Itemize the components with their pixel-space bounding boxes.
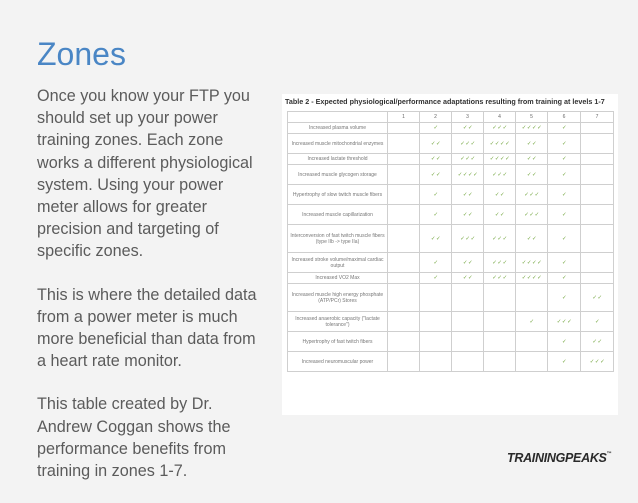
check-cell: ✓ [548, 205, 581, 225]
row-label: Increased neuromuscular power [288, 352, 388, 372]
check-cell: ✓ [548, 225, 581, 253]
check-cell: ✓ [516, 312, 548, 332]
column-header: 6 [548, 112, 581, 123]
check-cell [484, 312, 516, 332]
check-cell: ✓ ✓ ✓ ✓ [516, 123, 548, 134]
table-row [288, 273, 614, 284]
adaptations-table [287, 111, 614, 372]
table-title: Table 2 - Expected physiological/performance adaptations resulting from training at levels 1-7 [285, 97, 605, 106]
check-cell: ✓ ✓ ✓ [516, 205, 548, 225]
check-cell: ✓ [548, 165, 581, 185]
check-cell [388, 165, 420, 185]
logo-text: TRAININGPEAKS [507, 451, 607, 465]
check-cell [388, 332, 420, 352]
check-cell: ✓ ✓ ✓ ✓ [516, 253, 548, 273]
check-cell: ✓ ✓ [516, 154, 548, 165]
check-cell: ✓ ✓ [452, 253, 484, 273]
check-cell: ✓ ✓ [581, 284, 614, 312]
check-cell [388, 123, 420, 134]
check-cell [388, 134, 420, 154]
check-cell: ✓ ✓ ✓ [452, 154, 484, 165]
table-row [288, 185, 614, 205]
table-row [288, 332, 614, 352]
row-label: Increased muscle glycogen storage [288, 165, 388, 185]
column-header: 5 [516, 112, 548, 123]
check-cell: ✓ ✓ ✓ [452, 134, 484, 154]
check-cell: ✓ [548, 185, 581, 205]
check-cell [516, 332, 548, 352]
check-cell: ✓ [548, 332, 581, 352]
table-row [288, 123, 614, 134]
check-cell: ✓ [548, 134, 581, 154]
row-label: Increased muscle high energy phosphate (ATP/PCr) Stores [288, 284, 388, 312]
check-cell: ✓ ✓ [420, 154, 452, 165]
check-cell [388, 154, 420, 165]
check-cell [581, 225, 614, 253]
check-cell: ✓ [548, 284, 581, 312]
check-cell [388, 185, 420, 205]
check-cell [388, 225, 420, 253]
row-label: Hypertrophy of fast twitch fibers [288, 332, 388, 352]
check-cell [581, 154, 614, 165]
table-row [288, 225, 614, 253]
check-cell [452, 332, 484, 352]
check-cell [516, 284, 548, 312]
column-header: 1 [388, 112, 420, 123]
check-cell: ✓ ✓ [452, 205, 484, 225]
check-cell: ✓ ✓ ✓ ✓ [484, 134, 516, 154]
check-cell: ✓ ✓ ✓ [484, 253, 516, 273]
check-cell [581, 165, 614, 185]
check-cell [452, 352, 484, 372]
check-cell [581, 185, 614, 205]
check-cell: ✓ ✓ ✓ [452, 225, 484, 253]
row-label: Increased muscle mitochondrial enzymes [288, 134, 388, 154]
check-cell [420, 352, 452, 372]
check-cell [388, 253, 420, 273]
check-cell [581, 123, 614, 134]
check-cell [484, 352, 516, 372]
row-label: Interconversion of fast twitch muscle fibers (type IIb -> type IIa) [288, 225, 388, 253]
table-row [288, 205, 614, 225]
body-paragraph-1: Once you know your FTP you should set up your power training zones. Each zone works a different physiological system. Using your power meter allows for greater precision and targeting of specific zones. [37, 87, 253, 261]
slide-body [37, 85, 262, 503]
column-header [288, 112, 388, 123]
column-header: 2 [420, 112, 452, 123]
check-cell: ✓ [581, 312, 614, 332]
check-cell: ✓ [548, 123, 581, 134]
check-cell [420, 332, 452, 352]
check-cell: ✓ ✓ [516, 165, 548, 185]
row-label: Increased VO2 Max [288, 273, 388, 284]
check-cell [452, 284, 484, 312]
trademark-mark: ™ [606, 451, 612, 457]
check-cell: ✓ ✓ [452, 273, 484, 284]
check-cell: ✓ [420, 205, 452, 225]
check-cell: ✓ [548, 154, 581, 165]
check-cell: ✓ ✓ [516, 134, 548, 154]
check-cell [420, 284, 452, 312]
table-row [288, 253, 614, 273]
check-cell: ✓ [548, 273, 581, 284]
check-cell: ✓ ✓ [452, 185, 484, 205]
check-cell [388, 284, 420, 312]
check-cell: ✓ [420, 253, 452, 273]
body-paragraph-2: This is where the detailed data from a power meter is much more beneficial than data from a heart rate monitor. [37, 285, 257, 371]
check-cell [388, 312, 420, 332]
check-cell: ✓ ✓ ✓ ✓ [484, 154, 516, 165]
table-row [288, 165, 614, 185]
check-cell [388, 273, 420, 284]
check-cell: ✓ ✓ [581, 332, 614, 352]
table-row [288, 284, 614, 312]
row-label: Hypertrophy of slow twitch muscle fibers [288, 185, 388, 205]
table-row [288, 312, 614, 332]
check-cell: ✓ ✓ ✓ [581, 352, 614, 372]
body-paragraph-3: This table created by Dr. Andrew Coggan shows the performance benefits from training in zones 1-7. [37, 395, 231, 481]
check-cell: ✓ ✓ ✓ [484, 165, 516, 185]
check-cell [420, 312, 452, 332]
check-cell: ✓ ✓ ✓ ✓ [452, 165, 484, 185]
column-header: 3 [452, 112, 484, 123]
table-row [288, 154, 614, 165]
check-cell: ✓ ✓ [484, 205, 516, 225]
trainingpeaks-logo [507, 451, 611, 465]
check-cell: ✓ ✓ ✓ [484, 273, 516, 284]
check-cell: ✓ ✓ ✓ ✓ [516, 273, 548, 284]
check-cell: ✓ ✓ [420, 225, 452, 253]
check-cell: ✓ [420, 123, 452, 134]
check-cell [388, 352, 420, 372]
check-cell: ✓ ✓ [452, 123, 484, 134]
row-label: Increased muscle capillarization [288, 205, 388, 225]
check-cell: ✓ [548, 352, 581, 372]
check-cell: ✓ ✓ ✓ [484, 225, 516, 253]
check-cell [516, 352, 548, 372]
check-cell: ✓ ✓ ✓ [516, 185, 548, 205]
slide-title: Zones [37, 36, 126, 72]
row-label: Increased stroke volume/maximal cardiac output [288, 253, 388, 273]
check-cell [484, 284, 516, 312]
check-cell [581, 205, 614, 225]
column-header: 4 [484, 112, 516, 123]
check-cell [484, 332, 516, 352]
column-header: 7 [581, 112, 614, 123]
table-row [288, 352, 614, 372]
check-cell [452, 312, 484, 332]
check-cell [581, 134, 614, 154]
check-cell: ✓ [420, 273, 452, 284]
table-header-row [288, 112, 614, 123]
check-cell: ✓ [548, 253, 581, 273]
check-cell: ✓ ✓ [420, 134, 452, 154]
check-cell [388, 205, 420, 225]
check-cell: ✓ ✓ [484, 185, 516, 205]
check-cell [581, 273, 614, 284]
check-cell: ✓ ✓ ✓ [484, 123, 516, 134]
row-label: Increased anaerobic capacity ("lactate tolerance") [288, 312, 388, 332]
check-cell: ✓ ✓ [420, 165, 452, 185]
check-cell: ✓ ✓ ✓ [548, 312, 581, 332]
check-cell [581, 253, 614, 273]
adaptations-table-image [282, 94, 618, 415]
check-cell: ✓ ✓ [516, 225, 548, 253]
check-cell: ✓ [420, 185, 452, 205]
table-row [288, 134, 614, 154]
row-label: Increased plasma volume [288, 123, 388, 134]
row-label: Increased lactate threshold [288, 154, 388, 165]
